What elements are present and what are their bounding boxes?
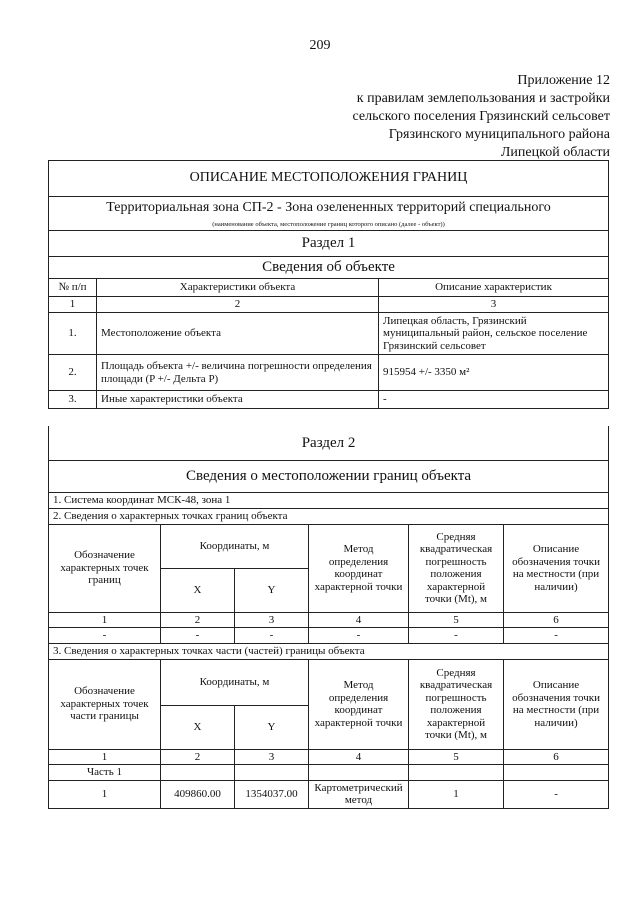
row-value: 915954 +/- 3350 м² <box>379 355 609 391</box>
row-number: 2. <box>49 355 97 391</box>
parts-head-error: Средняя квадратическая погрешность положения характерной точки (Mt), м <box>409 659 504 749</box>
appendix-line: Грязинского муниципального района <box>388 127 610 142</box>
points-title: 2. Сведения о характерных точках границ объекта <box>49 508 609 524</box>
empty-cell: - <box>161 628 235 644</box>
col-number: 1 <box>49 749 161 765</box>
parts-head-description: Описание обозначения точки на местности (при наличии) <box>504 659 609 749</box>
table-row <box>49 628 609 644</box>
row-name: Местоположение объекта <box>97 313 379 355</box>
head-y: Y <box>235 568 309 612</box>
empty-cell: - <box>49 628 161 644</box>
col-number: 1 <box>49 612 161 628</box>
section1-table <box>48 160 609 409</box>
appendix-line: сельского поселения Грязинский сельсовет <box>352 109 610 124</box>
appendix-line: Приложение 12 <box>517 73 610 88</box>
col-header-characteristic: Характеристики объекта <box>97 279 379 297</box>
point-method: Картометрический метод <box>309 780 409 808</box>
object-note: (наименование объекта, местоположение границ которого описано (далее - объект)) <box>49 219 609 231</box>
appendix-line: Липецкой области <box>500 145 610 160</box>
row-number: 3. <box>49 391 97 409</box>
appendix-block <box>353 72 610 162</box>
page-number: 209 <box>309 38 331 53</box>
col-number: 3 <box>235 612 309 628</box>
parts-head-method: Метод определения координат характерной точки <box>309 659 409 749</box>
section1-title: Раздел 1 <box>49 231 609 257</box>
section1-block <box>48 160 608 409</box>
col-number: 2 <box>161 612 235 628</box>
row-value: Липецкая область, Грязинский муниципальный район, сельское поселение Грязинский сельсовет <box>379 313 609 355</box>
head-designation: Обозначение характерных точек границ <box>49 524 161 612</box>
parts-head-x: X <box>161 705 235 749</box>
empty-cell: - <box>309 628 409 644</box>
col-header-description: Описание характеристик <box>379 279 609 297</box>
point-x: 409860.00 <box>161 780 235 808</box>
parts-head-y: Y <box>235 705 309 749</box>
row-value: - <box>379 391 609 409</box>
col-number: 4 <box>309 612 409 628</box>
parts-title: 3. Сведения о характерных точках части (частей) границы объекта <box>49 643 609 659</box>
col-number: 4 <box>309 749 409 765</box>
document-title: ОПИСАНИЕ МЕСТОПОЛОЖЕНИЯ ГРАНИЦ <box>49 161 609 197</box>
col-number: 5 <box>409 612 504 628</box>
head-description: Описание обозначения точки на местности (при наличии) <box>504 524 609 612</box>
head-error: Средняя квадратическая погрешность положения характерной точки (Mt), м <box>409 524 504 612</box>
point-description: - <box>504 780 609 808</box>
empty-cell: - <box>504 628 609 644</box>
col-number: 3 <box>235 749 309 765</box>
col-number: 2 <box>97 297 379 313</box>
parts-head-coords: Координаты, м <box>161 659 309 705</box>
row-name: Площадь объекта +/- величина погрешности определения площади (P +/- Дельта P) <box>97 355 379 391</box>
table-row <box>49 391 609 409</box>
point-id: 1 <box>49 780 161 808</box>
appendix-line: к правилам землепользования и застройки <box>356 91 610 106</box>
empty-cell: - <box>235 628 309 644</box>
table-row <box>49 313 609 355</box>
zone-name: Территориальная зона СП-2 - Зона озелененных территорий специального <box>49 197 609 219</box>
point-y: 1354037.00 <box>235 780 309 808</box>
part-label: Часть 1 <box>49 765 161 781</box>
table-row <box>49 355 609 391</box>
section2-subtitle: Сведения о местоположении границ объекта <box>49 460 609 492</box>
coord-system: 1. Система координат МСК-48, зона 1 <box>49 492 609 508</box>
col-number: 2 <box>161 749 235 765</box>
col-number: 5 <box>409 749 504 765</box>
head-x: X <box>161 568 235 612</box>
section2-title: Раздел 2 <box>49 426 609 460</box>
section1-subtitle: Сведения об объекте <box>49 257 609 279</box>
col-number: 6 <box>504 612 609 628</box>
table-row <box>49 780 609 808</box>
empty-cell: - <box>409 628 504 644</box>
col-header-num: № п/п <box>49 279 97 297</box>
row-name: Иные характеристики объекта <box>97 391 379 409</box>
col-number: 3 <box>379 297 609 313</box>
section2-table <box>48 426 609 809</box>
col-number: 6 <box>504 749 609 765</box>
row-number: 1. <box>49 313 97 355</box>
col-number: 1 <box>49 297 97 313</box>
section2-block <box>48 426 608 809</box>
head-method: Метод определения координат характерной точки <box>309 524 409 612</box>
parts-head-designation: Обозначение характерных точек части границы <box>49 659 161 749</box>
head-coords: Координаты, м <box>161 524 309 568</box>
point-error: 1 <box>409 780 504 808</box>
